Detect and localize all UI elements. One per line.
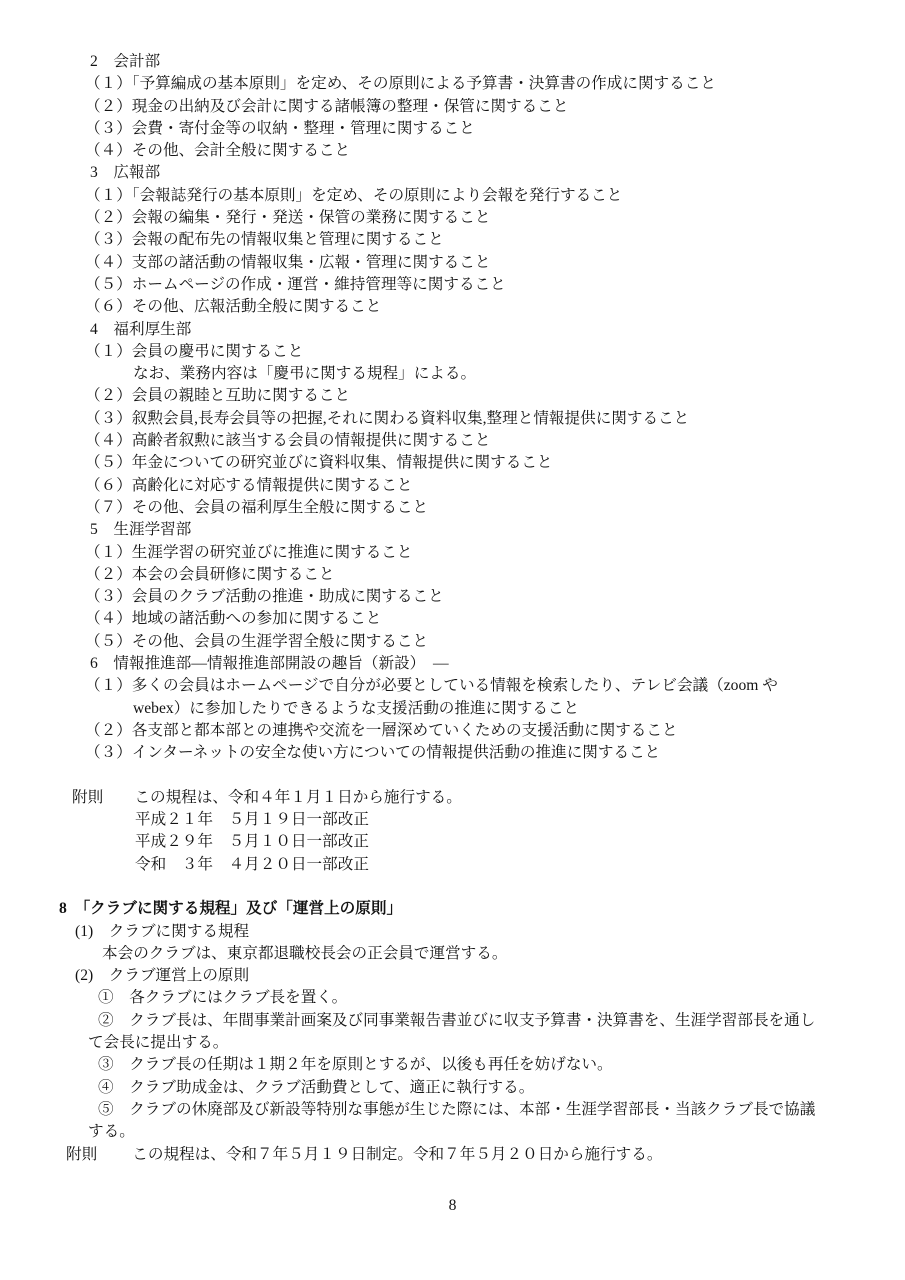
document-line: （４）支部の諸活動の情報収集・広報・管理に関すること [85, 253, 491, 271]
document-line: （６）高齢化に対応する情報提供に関すること [85, 476, 413, 494]
document-line: （３）インターネットの安全な使い方についての情報提供活動の推進に関すること [85, 744, 661, 762]
document-line: 6 情報推進部―情報推進部開設の趣旨（新設） ― [90, 655, 449, 673]
document-line: （６）その他、広報活動全般に関すること [85, 298, 382, 316]
document-line: 本会のクラブは、東京都退職校長会の正会員で運営する。 [102, 944, 508, 962]
document-line: 附則 この規程は、令和４年１月１日から施行する。 [72, 788, 462, 806]
document-line: （７）その他、会員の福利厚生全般に関すること [85, 498, 429, 516]
document-line: 3 広報部 [90, 164, 161, 182]
document-line: （４）地域の諸活動への参加に関すること [85, 610, 382, 628]
document-line: （１）会員の慶弔に関すること [85, 342, 304, 360]
document-line: ① 各クラブにはクラブ長を置く。 [98, 989, 348, 1007]
document-line: （２）本会の会員研修に関すること [85, 565, 335, 583]
document-line: （３）会員のクラブ活動の推進・助成に関すること [85, 588, 444, 606]
document-line: 4 福利厚生部 [90, 320, 192, 338]
document-line: （２）各支部と都本部との連携や交流を一層深めていくための支援活動に関すること [85, 721, 678, 739]
document-line: ⑤ クラブの休廃部及び新設等特別な事態が生じた際には、本部・生涯学習部長・当該クラブ長で協議 [98, 1100, 816, 1118]
document-line: ② クラブ長は、年間事業計画案及び同事業報告書並びに収支予算書・決算書を、生涯学習部長を通し [98, 1011, 816, 1029]
document-line: （２）会員の親睦と互助に関すること [85, 387, 351, 405]
document-line: ③ クラブ長の任期は１期２年を原則とするが、以後も再任を妨げない。 [98, 1056, 613, 1074]
document-line: （２）現金の出納及び会計に関する諸帳簿の整理・保管に関すること [85, 97, 569, 115]
document-line: （５）ホームページの作成・運営・維持管理等に関すること [85, 275, 506, 293]
document-line: （２）会報の編集・発行・発送・保管の業務に関すること [85, 209, 491, 227]
spacer-line [0, 765, 905, 787]
document-line: （３）会費・寄付金等の収納・整理・管理に関すること [85, 119, 475, 137]
document-line: webex）に参加したりできるような支援活動の推進に関すること [133, 699, 580, 717]
document-line: 5 生涯学習部 [90, 521, 192, 539]
document-line: （１）「会報誌発行の基本原則」を定め、その原則により会報を発行すること [85, 186, 623, 204]
document-line: （１）生涯学習の研究並びに推進に関すること [85, 543, 413, 561]
document-line: 令和 ３年 ４月２０日一部改正 [135, 855, 369, 873]
document-content [0, 51, 905, 1166]
spacer-line [0, 876, 905, 898]
document-line: (2) クラブ運営上の原則 [75, 967, 250, 985]
document-line: 2 会計部 [90, 53, 161, 70]
document-line: 8 「クラブに関する規程」及び「運営上の原則」 [59, 900, 403, 918]
page-number: 8 [448, 1197, 457, 1214]
document-line: する。 [88, 1123, 135, 1141]
document-line: （５）年金についての研究並びに資料収集、情報提供に関すること [85, 454, 553, 472]
document-line: （５）その他、会員の生涯学習全般に関すること [85, 632, 429, 650]
document-line: （３）叙勲会員,長寿会員等の把握,それに関わる資料収集,整理と情報提供に関すること [85, 409, 690, 427]
document-line: （３）会報の配布先の情報収集と管理に関すること [85, 231, 444, 249]
document-line: ④ クラブ助成金は、クラブ活動費として、適正に執行する。 [98, 1078, 535, 1096]
document-line: なお、業務内容は「慶弔に関する規程」による。 [133, 365, 477, 383]
document-line: 平成２１年 ５月１９日一部改正 [135, 811, 369, 829]
document-line: （１）「予算編成の基本原則」を定め、その原則による予算書・決算書の作成に関すること [85, 75, 716, 93]
document-line: （４）その他、会計全般に関すること [85, 142, 351, 160]
document-line: 平成２９年 ５月１０日一部改正 [135, 833, 369, 851]
document-line: （１）多くの会員はホームページで自分が必要としている情報を検索したり、テレビ会議（zoom や [85, 677, 778, 695]
document-line: 附則 この規程は、令和７年５月１９日制定。令和７年５月２０日から施行する。 [66, 1145, 663, 1163]
document-line: (1) クラブに関する規程 [75, 922, 250, 940]
document-line: （４）高齢者叙勲に該当する会員の情報提供に関すること [85, 432, 491, 450]
document-line: て会長に提出する。 [88, 1034, 229, 1052]
